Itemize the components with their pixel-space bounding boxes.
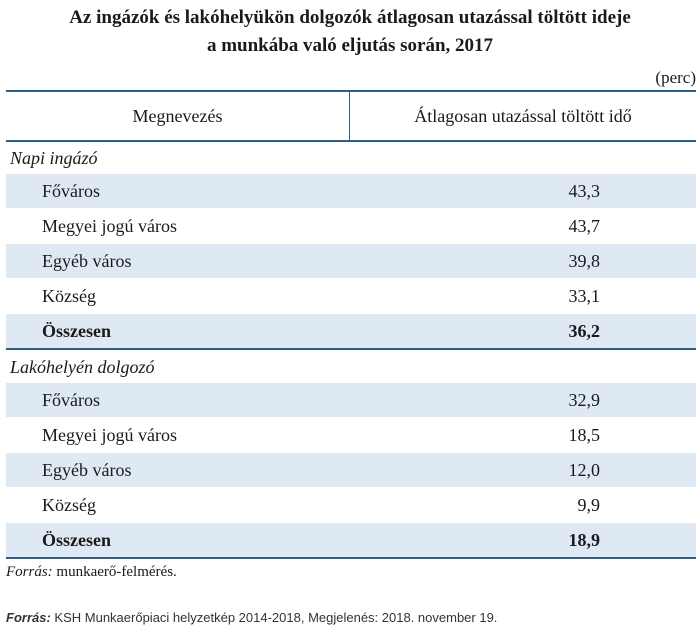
row-name: Megyei jogú város [42,215,177,236]
unit-label: (perc) [655,68,696,87]
row-value: 36,2 [568,320,600,341]
row-value: 18,9 [568,529,600,550]
row-name: Község [42,494,96,515]
page-source-note [6,610,497,625]
row-name: Összesen [42,320,111,341]
table-row [6,174,696,208]
row-name: Főváros [42,180,100,201]
table-row [6,209,696,243]
row-name: Egyéb város [42,250,132,271]
data-table [6,90,696,560]
table-row [6,244,696,278]
source-label: Forrás: [6,610,51,625]
table-source-note [6,564,177,581]
title-line-1: Az ingázók és lakóhelyükön dolgozók átlagosan utazással töltött ideje [69,7,631,28]
row-name: Összesen [42,529,111,550]
table-row [6,279,696,313]
row-value: 12,0 [568,459,600,480]
source-text: munkaerő-felmérés. [56,564,177,580]
table-row [6,383,696,417]
table-title [0,4,700,60]
row-value: 9,9 [577,494,600,515]
row-value: 32,9 [568,389,600,410]
row-value: 18,5 [568,424,600,445]
source-label: Forrás: [6,564,53,580]
header-value-column: Átlagosan utazással töltött idő [414,105,632,126]
group-label-commuter: Napi ingázó [10,148,98,168]
table-row [6,453,696,487]
source-text: KSH Munkaerőpiaci helyzetkép 2014-2018, Megjelenés: 2018. november 19. [54,610,498,625]
row-name: Egyéb város [42,459,132,480]
table-row [6,488,696,522]
table-row-total [6,314,696,350]
group-label-local: Lakóhelyén dolgozó [10,357,155,377]
header-name-column: Megnevezés [6,92,350,140]
table-header [6,92,696,142]
table-row-total [6,523,696,559]
row-name: Megyei jogú város [42,424,177,445]
table-row [6,418,696,452]
row-name: Főváros [42,389,100,410]
row-value: 43,3 [568,180,600,201]
title-line-2: a munkába való eljutás során, 2017 [206,35,494,56]
row-value: 39,8 [568,250,600,271]
row-value: 33,1 [568,285,600,306]
row-value: 43,7 [568,215,600,236]
row-name: Község [42,285,96,306]
